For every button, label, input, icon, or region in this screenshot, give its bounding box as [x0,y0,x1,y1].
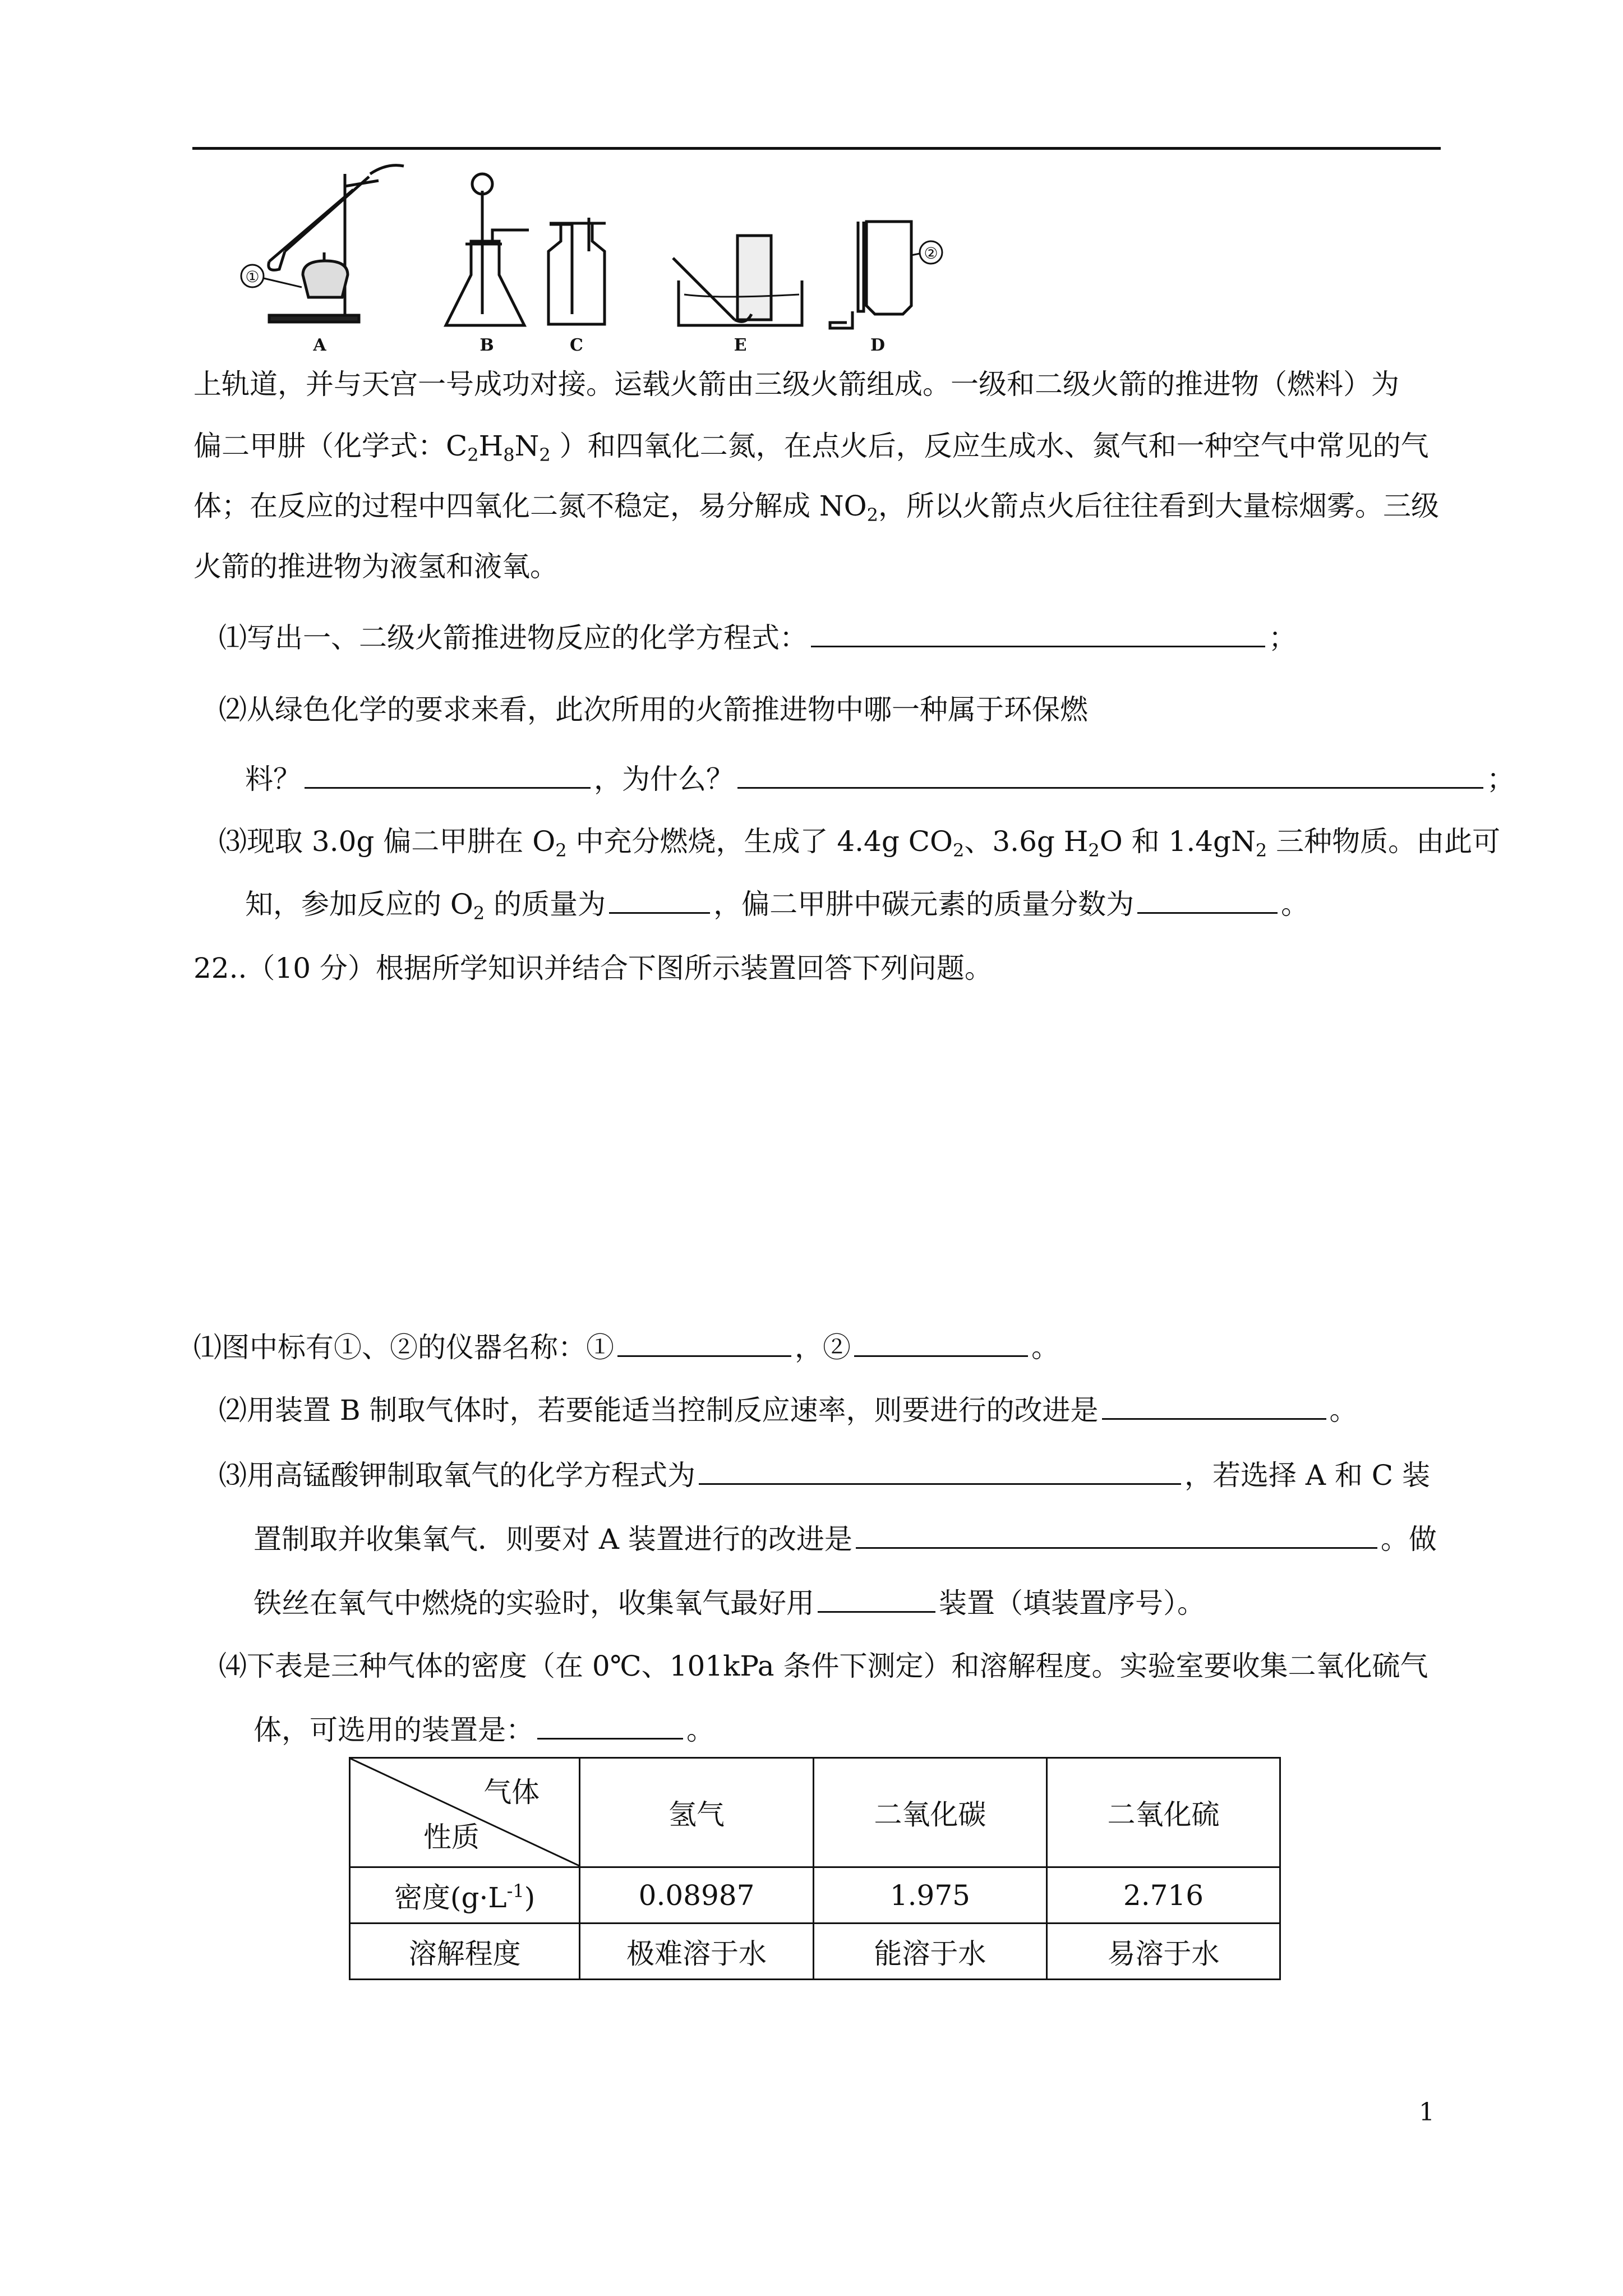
passage-line-3: 体；在反应的过程中四氧化二氮不稳定，易分解成 $NO_2$，所以火箭点火后往往看到大量棕烟雾。三级 [193,490,1439,526]
table-row [350,1924,1280,1980]
answer-blank[interactable] [854,1329,1028,1357]
row-label-density: 密度$(g\cdot L^{-1})$ [350,1867,580,1924]
passage-line-4: 火箭的推进物为液氢和液氧。 [193,550,558,583]
table-cell: 2.716 [1046,1867,1280,1924]
table-header-cell: 氢气 [580,1758,814,1867]
q22-part-2: ⑵用装置 B 制取气体时，若要能适当控制反应速率，则要进行的改进是 。 [219,1392,1358,1427]
fig-label-c: C [570,335,583,355]
apparatus-a [241,165,404,322]
table-header-cell: 二氧化碳 [813,1758,1046,1867]
passage-line-2: 偏二甲肼（化学式：$C_2H_8N_2$ ）和四氧化二氮，在点火后，反应生成水、氮气和一种空气中常见的气 [193,430,1429,466]
q22-part-3c: 铁丝在氧气中燃烧的实验时，收集氧气最好用 装置（填装置序号）。 [253,1585,1205,1620]
q22-part-4b: 体，可选用的装置是： 。 [253,1712,714,1747]
corner-bottom-label: 性质 [423,1821,479,1853]
fig-label-d: D [870,335,886,355]
table-header-row [350,1758,1280,1867]
answer-blank[interactable] [305,761,591,789]
table-cell: 1.975 [813,1867,1046,1924]
answer-blank[interactable] [1137,886,1278,914]
answer-blank[interactable] [818,1585,935,1613]
answer-blank[interactable] [856,1521,1377,1549]
q22-part-3: ⑶用高锰酸钾制取氧气的化学方程式为 ，若选择 A 和 C 装 [219,1457,1430,1492]
answer-blank[interactable] [1102,1392,1326,1420]
fig-label-a: A [313,335,326,355]
apparatus-b [446,174,529,325]
q21-part-1: ⑴写出一、二级火箭推进物反应的化学方程式： ； [219,620,1297,655]
apparatus-d [830,222,942,328]
fig-label-e: E [734,335,747,355]
q21-part-2: ⑵从绿色化学的要求来看，此次所用的火箭推进物中哪一种属于环保燃 [219,693,1088,726]
fig-marker-1: ① [245,268,260,286]
passage-line-1: 上轨道，并与天宫一号成功对接。运载火箭由三级火箭组成。一级和二级火箭的推进物（燃料）为 [193,368,1399,401]
table-cell: 0.08987 [580,1867,814,1924]
q21-part-2b: 料？ ，为什么？ ； [245,761,1515,796]
answer-blank[interactable] [617,1329,791,1357]
apparatus-e [673,236,802,325]
table-cell: 极难溶于水 [580,1924,814,1980]
table-row [350,1867,1280,1924]
q21-part-3b: 知，参加反应的 $O_2$ 的质量为 ，偏二甲肼中碳元素的质量分数为 。 [245,886,1309,921]
q21-part-3: ⑶现取 3.0g 偏二甲肼在 $O_2$ 中充分燃烧，生成了 4.4g $CO_2$、3.6g $H_2O$ 和 $1.4gN_2$ 三种物质。由此可 [219,825,1501,861]
apparatus-c [548,218,606,324]
gas-properties-table [349,1757,1281,1980]
answer-blank[interactable] [737,761,1483,789]
fig-marker-2: ② [924,244,938,263]
table-header-cell: 二氧化硫 [1046,1758,1280,1867]
answer-blank[interactable] [811,620,1265,647]
top-rule [192,147,1441,150]
table-cell: 能溶于水 [813,1924,1046,1980]
fig-label-b: B [479,335,494,355]
q22-part-3b: 置制取并收集氧气．则要对 A 装置进行的改进是 。做 [253,1521,1437,1556]
answer-blank[interactable] [537,1712,683,1740]
apparatus-figure [236,151,965,359]
row-label-solubility: 溶解程度 [350,1924,580,1980]
answer-blank[interactable] [609,886,710,914]
answer-blank[interactable] [699,1457,1181,1485]
page-number: 1 [1419,2098,1435,2127]
corner-top-label: 气体 [483,1776,540,1809]
table-corner-cell [350,1758,580,1867]
q22-part-4: ⑷下表是三种气体的密度（在 0℃、101kPa 条件下测定）和溶解程度。实验室要收集二氧化硫气 [219,1650,1428,1682]
q22-title: 22..（10 分）根据所学知识并结合下图所示装置回答下列问题。 [193,952,993,984]
table-cell: 易溶于水 [1046,1924,1280,1980]
q22-part-1: ⑴图中标有①、②的仪器名称：① ，② 。 [193,1329,1059,1364]
